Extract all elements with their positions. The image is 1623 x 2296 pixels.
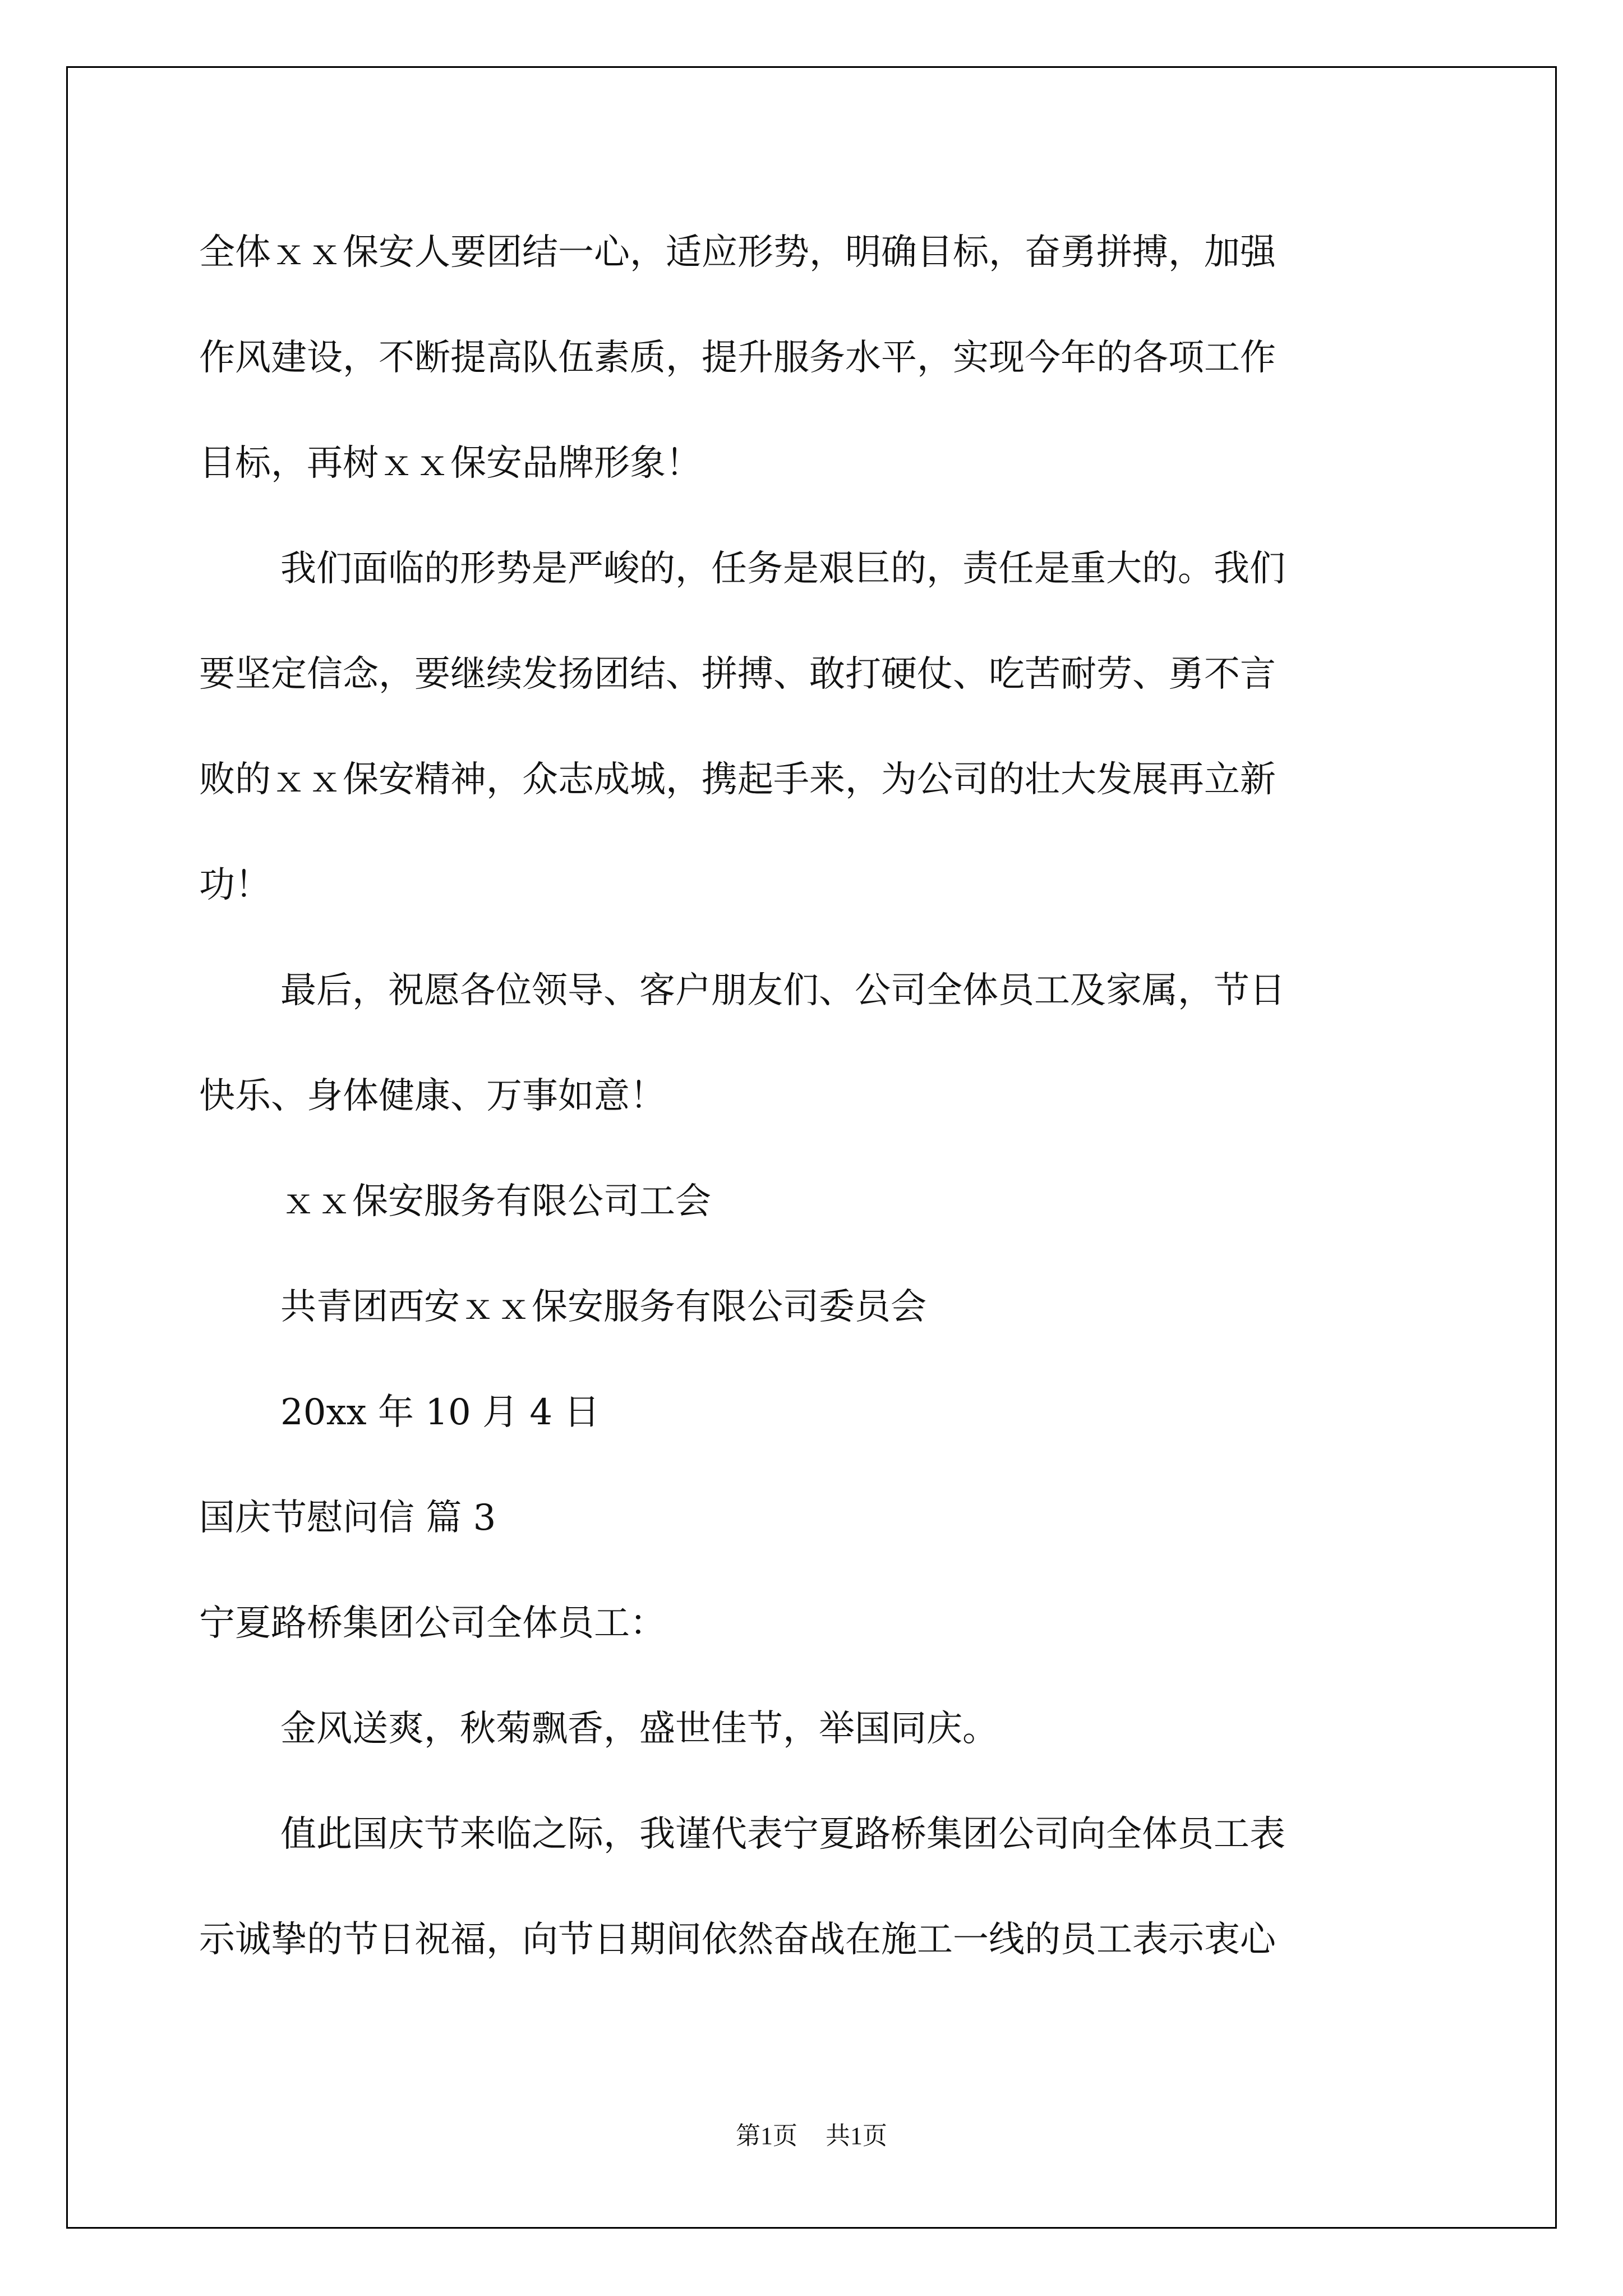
section-heading: 国庆节慰问信 篇 3 <box>199 1497 496 1539</box>
body-line-5: 要坚定信念，要继续发扬团结、拼搏、敢打硬仗、吃苦耐劳、勇不言 <box>199 654 1276 695</box>
body-line-9: 快乐、身体健康、万事如意！ <box>199 1075 666 1117</box>
body-line-11: 值此国庆节来临之际，我谨代表宁夏路桥集团公司向全体员工表 <box>280 1814 1285 1855</box>
body-line-8: 最后，祝愿各位领导、客户朋友们、公司全体员工及家属，节日 <box>280 970 1285 1011</box>
page-number: 第1页 <box>736 2122 797 2150</box>
body-line-3: 目标，再树ｘｘ保安品牌形象！ <box>199 443 702 484</box>
body-line-2: 作风建设，不断提高队伍素质，提升服务水平，实现今年的各项工作 <box>199 337 1276 379</box>
signature-youth-league: 共青团西安ｘｘ保安服务有限公司委员会 <box>280 1286 926 1328</box>
body-line-4: 我们面临的形势是严峻的，任务是艰巨的，责任是重大的。我们 <box>280 548 1285 590</box>
page-footer <box>0 2120 1623 2152</box>
body-line-1: 全体ｘｘ保安人要团结一心，适应形势，明确目标，奋勇拼搏，加强 <box>199 232 1276 273</box>
signature-union: ｘｘ保安服务有限公司工会 <box>280 1181 711 1222</box>
body-line-6: 败的ｘｘ保安精神，众志成城，携起手来，为公司的壮大发展再立新 <box>199 759 1276 800</box>
body-line-10: 金风送爽，秋菊飘香，盛世佳节，举国同庆。 <box>280 1708 998 1750</box>
page-total: 共1页 <box>826 2122 887 2150</box>
signature-date: 20xx 年 10 月 4 日 <box>280 1392 600 1433</box>
body-line-12: 示诚挚的节日祝福，向节日期间依然奋战在施工一线的员工表示衷心 <box>199 1919 1276 1961</box>
body-line-7: 功！ <box>199 864 271 906</box>
salutation: 宁夏路桥集团公司全体员工： <box>199 1603 666 1644</box>
page-border <box>66 66 1557 2229</box>
